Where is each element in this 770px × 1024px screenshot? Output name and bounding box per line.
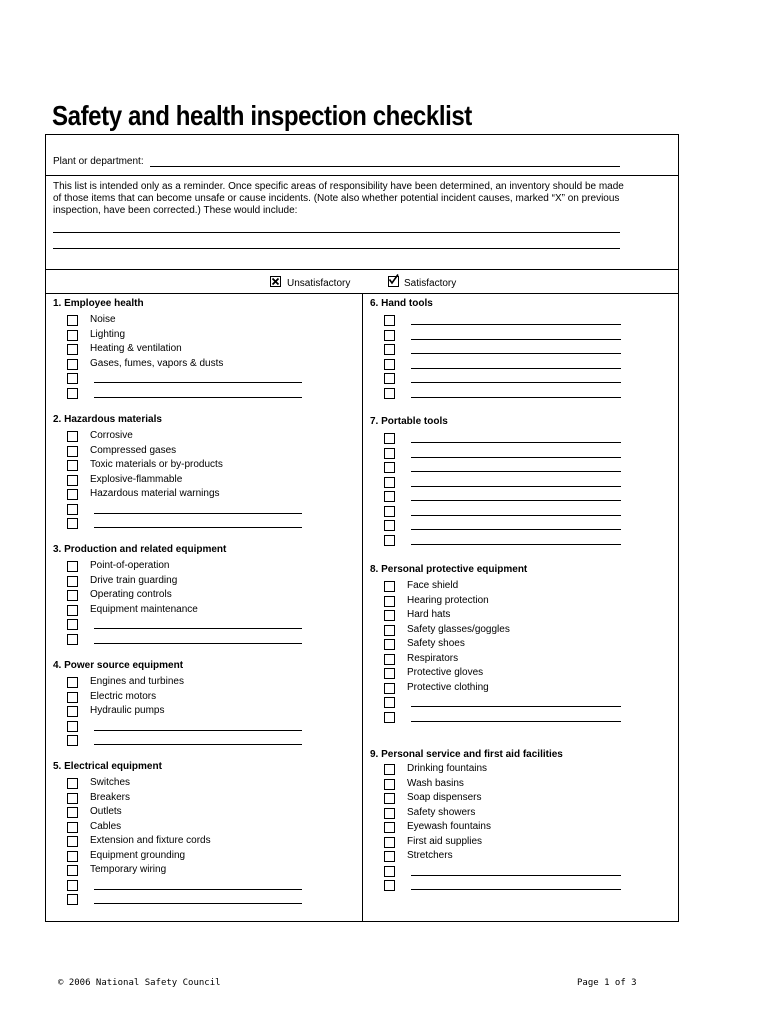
checkbox[interactable]	[384, 477, 395, 488]
page-title: Safety and health inspection checklist	[52, 100, 472, 131]
checkbox[interactable]	[67, 692, 78, 703]
checklist-item-label: Safety glasses/goggles	[407, 623, 510, 635]
checklist-item-label: Hazardous material warnings	[90, 488, 220, 499]
checkbox[interactable]	[67, 634, 78, 645]
checkbox[interactable]	[384, 880, 395, 891]
checklist-item-label: Engines and turbines	[90, 676, 184, 687]
checkbox[interactable]	[67, 561, 78, 572]
checklist-item-label: Cables	[90, 820, 122, 832]
blank-item-line[interactable]	[411, 382, 621, 383]
checkbox[interactable]	[67, 677, 78, 688]
checkbox[interactable]	[384, 697, 395, 708]
checklist-item-label: Stretchers	[407, 850, 453, 861]
checkbox[interactable]	[384, 683, 395, 694]
checkbox[interactable]	[67, 721, 78, 732]
section-heading: 2. Hazardous materials	[53, 414, 162, 425]
checkbox[interactable]	[384, 866, 395, 877]
checkbox[interactable]	[67, 880, 78, 891]
checklist-item-label: Extension and fixture cords	[90, 835, 211, 846]
blank-item-line[interactable]	[411, 339, 621, 340]
checklist-item-label: Safety shoes	[407, 638, 465, 649]
blank-item-line[interactable]	[411, 368, 621, 369]
checkbox[interactable]	[67, 576, 78, 587]
checkbox[interactable]	[384, 315, 395, 326]
checkbox[interactable]	[384, 330, 395, 341]
checklist-item-label: Hearing protection	[407, 594, 489, 606]
check-mark-icon	[388, 276, 399, 287]
checkbox[interactable]	[384, 808, 395, 819]
checkbox[interactable]	[384, 581, 395, 592]
checkbox[interactable]	[67, 460, 78, 471]
checkbox[interactable]	[384, 535, 395, 546]
checklist-item-label: Wash basins	[407, 777, 464, 789]
legend-satisfactory: Satisfactory	[404, 278, 457, 289]
intro-line-1: This list is intended only as a reminder. Once specific areas of responsibility have been determined, an inventory should be made	[53, 181, 624, 192]
checkbox[interactable]	[384, 610, 395, 621]
section-heading: 1. Employee health	[53, 298, 144, 309]
checklist-item-label: Gases, fumes, vapors & dusts	[90, 357, 224, 369]
checkbox[interactable]	[67, 518, 78, 529]
checkbox[interactable]	[384, 491, 395, 502]
section-heading: 6. Hand tools	[370, 298, 433, 309]
section-heading: 8. Personal protective equipment	[370, 564, 528, 575]
section-heading: 3. Production and related equipment	[53, 544, 227, 555]
checklist-item-label: Heating & ventilation	[90, 343, 182, 354]
x-mark-icon	[270, 276, 281, 287]
blank-item-line[interactable]	[94, 382, 302, 383]
checklist-item-label: Noise	[90, 314, 116, 325]
checkbox[interactable]	[67, 793, 78, 804]
checkbox[interactable]	[67, 735, 78, 746]
blank-item-line[interactable]	[94, 889, 302, 890]
blank-item-line[interactable]	[94, 903, 302, 904]
checkbox[interactable]	[384, 359, 395, 370]
blank-item-line[interactable]	[411, 515, 621, 516]
checkbox[interactable]	[384, 654, 395, 665]
checklist-item-label: Electric motors	[90, 690, 157, 702]
checklist-item-label: Drinking fountains	[407, 763, 488, 774]
blank-item-line[interactable]	[411, 875, 621, 876]
checkbox[interactable]	[384, 373, 395, 384]
checklist-item-label: Switches	[90, 777, 131, 788]
checkbox[interactable]	[384, 639, 395, 650]
checkbox[interactable]	[67, 446, 78, 457]
checkbox[interactable]	[67, 822, 78, 833]
checkbox[interactable]	[67, 590, 78, 601]
divider	[45, 269, 679, 270]
section-heading: 9. Personal service and first aid facilities	[370, 749, 563, 760]
checkbox[interactable]	[67, 373, 78, 384]
blank-item-line[interactable]	[94, 744, 302, 745]
checkbox[interactable]	[384, 433, 395, 444]
checkbox[interactable]	[67, 851, 78, 862]
intro-line-2: of those items that can become unsafe or cause incidents. (Note also whether potential incident causes, marked “X” on previous	[53, 193, 620, 204]
checkbox[interactable]	[384, 520, 395, 531]
checklist-item-label: Respirators	[407, 652, 459, 664]
checkbox[interactable]	[67, 315, 78, 326]
blank-item-line[interactable]	[411, 353, 621, 354]
blank-item-line[interactable]	[411, 397, 621, 398]
blank-item-line[interactable]	[94, 628, 302, 629]
page-number: Page 1 of 3	[577, 978, 637, 988]
checkbox[interactable]	[67, 894, 78, 905]
checkbox[interactable]	[384, 388, 395, 399]
intro-input-line[interactable]	[53, 232, 620, 233]
intro-input-line[interactable]	[53, 248, 620, 249]
checkbox[interactable]	[67, 836, 78, 847]
checklist-item-label: Breakers	[90, 791, 131, 803]
intro-line-3: inspection, have been corrected.) These would include:	[53, 205, 298, 216]
checkbox[interactable]	[384, 837, 395, 848]
checklist-item-label: First aid supplies	[407, 835, 483, 847]
checkbox[interactable]	[67, 807, 78, 818]
checklist-item-label: Operating controls	[90, 589, 172, 600]
checkbox[interactable]	[67, 706, 78, 717]
checkbox[interactable]	[67, 475, 78, 486]
plant-label: Plant or department:	[53, 156, 144, 167]
checkbox[interactable]	[384, 448, 395, 459]
checklist-item-label: Equipment maintenance	[90, 603, 198, 615]
blank-item-line[interactable]	[411, 471, 621, 472]
checklist-item-label: Compressed gases	[90, 444, 177, 456]
checkbox[interactable]	[384, 462, 395, 473]
checkbox[interactable]	[384, 596, 395, 607]
legend-unsatisfactory: Unsatisfactory	[287, 278, 351, 289]
checkbox[interactable]	[384, 793, 395, 804]
checklist-item-label: Lighting	[90, 328, 126, 340]
checkbox[interactable]	[67, 359, 78, 370]
blank-item-line[interactable]	[411, 457, 621, 458]
checklist-item-label: Protective gloves	[407, 667, 484, 678]
checklist-item-label: Point-of-operation	[90, 560, 170, 571]
checkbox[interactable]	[384, 764, 395, 775]
checkbox[interactable]	[67, 504, 78, 515]
blank-item-line[interactable]	[94, 397, 302, 398]
checkbox[interactable]	[384, 344, 395, 355]
checkbox[interactable]	[67, 388, 78, 399]
blank-item-line[interactable]	[94, 730, 302, 731]
checklist-item-label: Equipment grounding	[90, 849, 186, 861]
plant-input-line[interactable]	[150, 166, 620, 167]
checklist-item-label: Soap dispensers	[407, 792, 482, 803]
blank-item-line[interactable]	[411, 442, 621, 443]
section-heading: 7. Portable tools	[370, 416, 448, 427]
checklist-item-label: Outlets	[90, 806, 122, 817]
blank-item-line[interactable]	[94, 643, 302, 644]
checkbox[interactable]	[384, 822, 395, 833]
checkbox[interactable]	[384, 625, 395, 636]
divider	[45, 175, 679, 176]
blank-item-line[interactable]	[94, 513, 302, 514]
checkbox[interactable]	[67, 778, 78, 789]
checklist-item-label: Safety showers	[407, 806, 476, 818]
column-divider	[362, 293, 363, 922]
section-heading: 5. Electrical equipment	[53, 761, 162, 772]
checkbox[interactable]	[67, 489, 78, 500]
checklist-item-label: Protective clothing	[407, 681, 489, 693]
blank-item-line[interactable]	[411, 486, 621, 487]
blank-item-line[interactable]	[411, 529, 621, 530]
checkbox[interactable]	[67, 865, 78, 876]
checklist-item-label: Corrosive	[90, 430, 133, 441]
checkbox[interactable]	[67, 431, 78, 442]
checkbox[interactable]	[384, 712, 395, 723]
checkbox[interactable]	[384, 851, 395, 862]
checkbox[interactable]	[67, 344, 78, 355]
checkbox[interactable]	[67, 605, 78, 616]
checkbox[interactable]	[384, 506, 395, 517]
checklist-item-label: Temporary wiring	[90, 864, 167, 875]
blank-item-line[interactable]	[411, 889, 621, 890]
checklist-item-label: Explosive-flammable	[90, 473, 183, 485]
checkbox[interactable]	[67, 619, 78, 630]
copyright: © 2006 National Safety Council	[58, 978, 221, 988]
section-heading: 4. Power source equipment	[53, 660, 184, 671]
blank-item-line[interactable]	[411, 706, 621, 707]
checklist-item-label: Eyewash fountains	[407, 821, 491, 832]
blank-item-line[interactable]	[94, 527, 302, 528]
checklist-item-label: Toxic materials or by-products	[90, 459, 223, 470]
blank-item-line[interactable]	[411, 500, 621, 501]
blank-item-line[interactable]	[411, 544, 621, 545]
checkbox[interactable]	[384, 668, 395, 679]
checklist-item-label: Hydraulic pumps	[90, 705, 165, 716]
checklist-item-label: Face shield	[407, 580, 459, 591]
blank-item-line[interactable]	[411, 721, 621, 722]
checklist-item-label: Drive train guarding	[90, 574, 178, 586]
checklist-item-label: Hard hats	[407, 609, 451, 620]
blank-item-line[interactable]	[411, 324, 621, 325]
checkbox[interactable]	[67, 330, 78, 341]
checkbox[interactable]	[384, 779, 395, 790]
